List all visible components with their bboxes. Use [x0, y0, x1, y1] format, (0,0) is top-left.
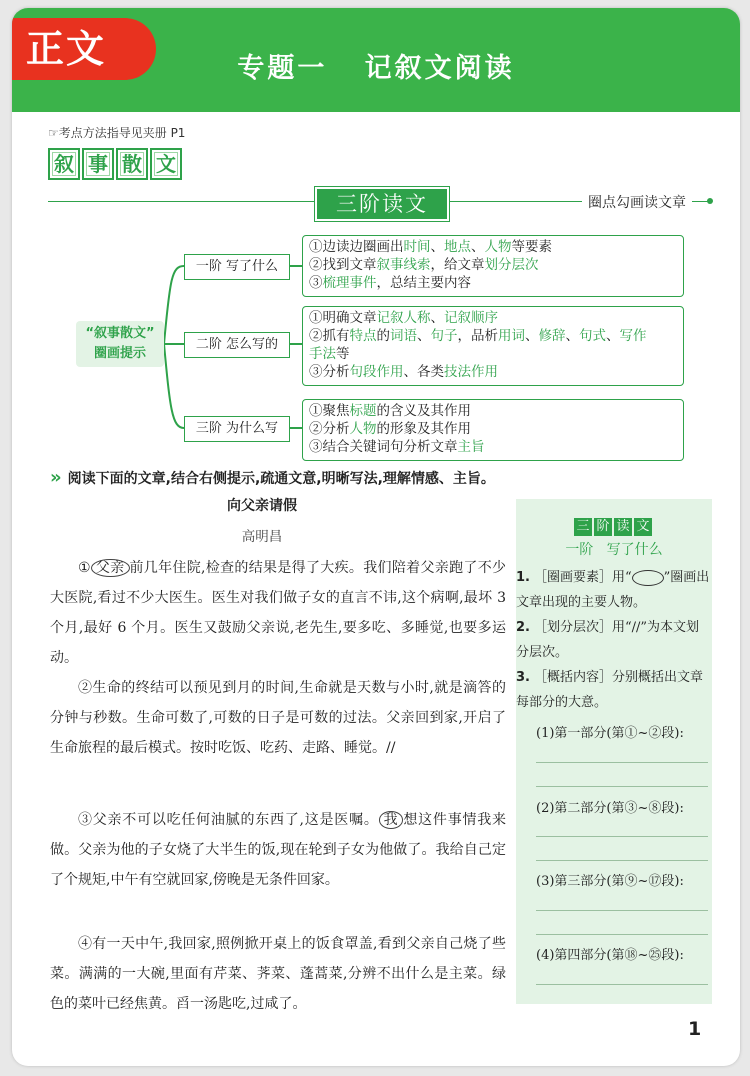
point-text: 、 [430, 310, 444, 326]
stage-point [309, 238, 677, 256]
sidebar-title-char: 读 [614, 518, 632, 536]
essay-paragraph [50, 553, 506, 673]
page-title: 专题一 记叙文阅读 [237, 53, 515, 84]
instruction-text: 阅读下面的文章,结合右侧提示,疏通文意,明晰写法,理解情感、主旨。 [67, 471, 495, 487]
point-text: 等要素 [511, 239, 552, 255]
answer-line[interactable] [536, 836, 708, 837]
stage-point [309, 327, 677, 345]
summary-question: (3)第三部分(第⑨~⑰段): [536, 874, 684, 889]
para-text: ③父亲不可以吃任何油腻的东西了,这是医嘱。 [78, 812, 379, 828]
stage-label: 一阶 写了什么 [184, 254, 290, 280]
point-text: 、 [430, 239, 444, 255]
para-number: ① [78, 560, 91, 576]
task-text: ”圈画出文章出现的主要人物。 [516, 570, 710, 610]
highlight-term: 标题 [349, 403, 377, 419]
summary-question: (2)第二部分(第③~⑧段): [536, 801, 684, 816]
point-text: 的 [376, 328, 390, 344]
stage-point [309, 363, 677, 381]
highlight-term: 记叙人称 [376, 310, 431, 326]
answer-line[interactable] [536, 786, 708, 787]
sidebar-title [572, 515, 656, 536]
point-text: 、 [471, 239, 485, 255]
highlight-term: 叙事线索 [376, 257, 431, 273]
highlight-term: 主旨 [457, 439, 485, 455]
circled-word: 父亲 [91, 559, 130, 577]
stage-point [309, 274, 677, 292]
section-tab: 正文 [12, 18, 156, 80]
highlight-term: 特点 [349, 328, 377, 344]
task-item [516, 565, 710, 615]
sidebar-title-char: 三 [574, 518, 592, 536]
point-text: 的形象及其作用 [376, 421, 471, 437]
highlight-term: 时间 [403, 239, 431, 255]
stage-label: 三阶 为什么写 [184, 416, 290, 442]
highlight-term: 句式 [579, 328, 606, 344]
highlight-term: 用词 [498, 328, 525, 344]
point-text: ①明确文章 [309, 310, 377, 326]
point-text: 、各类 [403, 364, 444, 380]
point-text: ，总结主要内容 [376, 275, 471, 291]
stage-point [309, 309, 677, 327]
sidebar-subtitle: 一阶 写了什么 [565, 542, 663, 558]
double-chevron-icon: » [50, 467, 62, 488]
stage-label: 二阶 怎么写的 [184, 332, 290, 358]
task-number: 2. [516, 620, 530, 635]
circled-word: 我 [379, 811, 404, 829]
para-text: 前几年住院,检查的结果是得了大疾。我们陪着父亲跑了不少大医院,看过不少大医生。医生对我们做子女的直言不讳,这个病啊,最坏 3 个月,最好 6 个月。医生又鼓励父亲说,老先生,要多吃、多睡觉,也要多运动。 [50, 560, 507, 666]
point-text: ①聚焦 [309, 403, 350, 419]
method-hint: 圈点勾画读文章 [582, 192, 692, 212]
answer-line[interactable] [536, 910, 708, 911]
summary-question: (4)第四部分(第⑱~㉕段): [536, 948, 684, 963]
stage-points [302, 235, 684, 297]
highlight-term: 修辞 [538, 328, 566, 344]
method-badge: 三阶读文 [315, 187, 449, 221]
highlight-term: 写作 [619, 328, 647, 344]
guide-note: ☞考点方法指导见夹册 P1 [48, 126, 186, 140]
essay-paragraph [50, 673, 506, 763]
task-item [516, 615, 710, 665]
section-char: 叙 [48, 148, 80, 180]
center-line: 圈画提示 [93, 346, 146, 361]
stage-points [302, 306, 684, 386]
point-text: ②分析 [309, 421, 350, 437]
answer-line[interactable] [536, 860, 708, 861]
essay-paragraph [50, 805, 506, 895]
summary-question: (1)第一部分(第①~②段): [536, 726, 684, 741]
stage-points [302, 399, 684, 461]
stage-point [309, 345, 677, 363]
page-number: 1 [688, 1018, 702, 1040]
highlight-term: 词语 [390, 328, 417, 344]
stage-point [309, 256, 677, 274]
point-text: 、 [606, 328, 620, 344]
task-text: ［圈画要素］用“ [533, 570, 632, 585]
highlight-term: 人物 [484, 239, 512, 255]
point-text: 的含义及其作用 [376, 403, 471, 419]
page [12, 8, 740, 1066]
point-text: ③分析 [309, 364, 350, 380]
section-char: 文 [150, 148, 182, 180]
section-char: 散 [116, 148, 148, 180]
highlight-term: 人物 [349, 421, 377, 437]
para-text: ④有一天中午,我回家,照例掀开桌上的饭食罩盖,看到父亲自己烧了些菜。满满的一大碗,里面有芹菜、荠菜、蓬蒿菜,分辨不出什么是主菜。绿色的菜叶已经焦黄。舀一汤匙吃,过咸了。 [50, 936, 506, 1012]
section-char: 事 [82, 148, 114, 180]
point-text: 、 [525, 328, 539, 344]
answer-line[interactable] [536, 762, 708, 763]
highlight-term: 句子 [430, 328, 458, 344]
essay-paragraph [50, 929, 506, 1019]
instruction [50, 467, 495, 488]
center-line: “叙事散文” [85, 326, 155, 341]
method-center [76, 321, 164, 367]
para-text: 想这件事情我来做。父亲为他的子女烧了大半生的饭,现在轮到子女为他做了。我给自己定了个规矩,中午有空就回家,傍晚是无条件回家。 [50, 812, 507, 888]
point-text: ，给文章 [430, 257, 485, 273]
stage-point [309, 420, 677, 438]
answer-line[interactable] [536, 934, 708, 935]
sidebar-title-char: 阶 [594, 518, 612, 536]
task-text: ［概括内容］分别概括出文章每部分的大意。 [516, 670, 703, 710]
point-text: ①边读边圈画出 [309, 239, 404, 255]
point-text: 等 [336, 346, 350, 362]
task-item [516, 665, 710, 715]
highlight-term: 手法 [309, 346, 336, 362]
point-text: ②找到文章 [309, 257, 377, 273]
point-text: ②抓有 [309, 328, 350, 344]
essay-title: 向父亲请假 [227, 498, 297, 514]
highlight-term: 地点 [444, 239, 471, 255]
oval-icon [632, 570, 664, 586]
stage-point [309, 438, 677, 456]
essay-author: 高明昌 [241, 529, 283, 545]
sidebar-title-char: 文 [634, 518, 652, 536]
point-text: ③结合关键词句分析文章 [309, 439, 458, 455]
highlight-term: 梳理事件 [322, 275, 377, 291]
para-text: ②生命的终结可以预见到月的时间,生命就是天数与小时,就是滴答的分钟与秒数。生命可数了,可数的日子是可数的过法。父亲回到家,开启了生命旅程的最后模式。按时吃饭、吃药、走路、睡觉。// [50, 680, 506, 756]
point-text: 、 [417, 328, 431, 344]
stage-point [309, 402, 677, 420]
task-number: 1. [516, 570, 530, 585]
answer-line[interactable] [536, 984, 708, 985]
point-text: ③ [309, 275, 323, 291]
point-text: ，品析 [457, 328, 498, 344]
highlight-term: 句段作用 [349, 364, 404, 380]
task-text: ［划分层次］用“//”为本文划分层次。 [516, 620, 700, 660]
highlight-term: 记叙顺序 [444, 310, 498, 326]
point-text: 、 [565, 328, 579, 344]
highlight-term: 技法作用 [444, 364, 498, 380]
sidebar [516, 499, 712, 1004]
highlight-term: 划分层次 [484, 257, 539, 273]
task-number: 3. [516, 670, 530, 685]
